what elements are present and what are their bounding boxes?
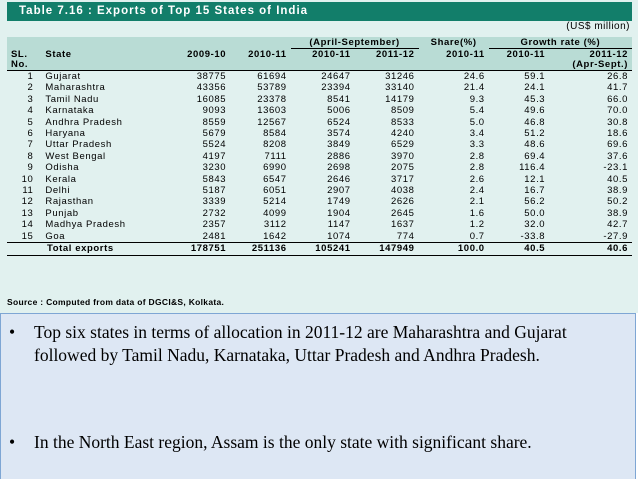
cell-value: 37.6 bbox=[549, 151, 632, 162]
table-row bbox=[7, 139, 632, 150]
cell-sl-no: 15 bbox=[7, 231, 41, 243]
cell-value: -27.9 bbox=[549, 231, 632, 243]
cell-value: 2357 bbox=[169, 219, 230, 230]
cell-value: 48.6 bbox=[489, 139, 549, 150]
table-total-row bbox=[7, 243, 632, 256]
cell-value: 4197 bbox=[169, 151, 230, 162]
cell-sl-no: 1 bbox=[7, 71, 41, 83]
cell-sl-no: 5 bbox=[7, 117, 41, 128]
cell-value: 14179 bbox=[355, 94, 419, 105]
cell-sl-no: 14 bbox=[7, 219, 41, 230]
cell-value: 8533 bbox=[355, 117, 419, 128]
cell-value: 53789 bbox=[230, 82, 290, 93]
header-sl bbox=[7, 37, 41, 49]
cell-value: 2626 bbox=[355, 196, 419, 207]
cell-value: 8541 bbox=[291, 94, 355, 105]
cell-value: 12.1 bbox=[489, 174, 549, 185]
cell-value: 70.0 bbox=[549, 105, 632, 116]
cell-value: 49.6 bbox=[489, 105, 549, 116]
cell-value: -23.1 bbox=[549, 162, 632, 173]
cell-sl-no: 4 bbox=[7, 105, 41, 116]
header-growth: Growth rate (%) bbox=[489, 37, 632, 49]
cell-value: 69.4 bbox=[489, 151, 549, 162]
cell-value: 3574 bbox=[291, 128, 355, 139]
cell-value: 3970 bbox=[355, 151, 419, 162]
cell-value: 1.6 bbox=[419, 208, 489, 219]
bullet-text: Top six states in terms of allocation in 2011-12 are Maharashtra and Gujarat followed by Tamil Nadu, Karnataka, Uttar Pradesh and Andhra Pradesh. bbox=[34, 322, 567, 365]
cell-total-label: Total exports bbox=[7, 243, 169, 256]
cell-total-value: 251136 bbox=[230, 243, 290, 256]
table-row bbox=[7, 117, 632, 128]
header-share: Share(%) bbox=[419, 37, 489, 49]
cell-value: 2907 bbox=[291, 185, 355, 196]
cell-sl-no: 12 bbox=[7, 196, 41, 207]
cell-value: 1904 bbox=[291, 208, 355, 219]
cell-value: 42.7 bbox=[549, 219, 632, 230]
cell-value: 59.1 bbox=[489, 71, 549, 83]
cell-value: 16085 bbox=[169, 94, 230, 105]
cell-value: 1074 bbox=[291, 231, 355, 243]
cell-value: 116.4 bbox=[489, 162, 549, 173]
cell-value: 51.2 bbox=[489, 128, 549, 139]
cell-value: 24647 bbox=[291, 71, 355, 83]
header-year-2010-11: 2010-11 bbox=[230, 49, 290, 61]
cell-value: 6547 bbox=[230, 174, 290, 185]
cell-value: 2646 bbox=[291, 174, 355, 185]
table-row bbox=[7, 94, 632, 105]
cell-value: 41.7 bbox=[549, 82, 632, 93]
cell-value: 45.3 bbox=[489, 94, 549, 105]
cell-value: 3112 bbox=[230, 219, 290, 230]
cell-value: 61694 bbox=[230, 71, 290, 83]
cell-value: 2732 bbox=[169, 208, 230, 219]
header-year-2009-10: 2009-10 bbox=[169, 49, 230, 61]
cell-value: 38.9 bbox=[549, 185, 632, 196]
cell-value: 8559 bbox=[169, 117, 230, 128]
cell-value: 0.7 bbox=[419, 231, 489, 243]
cell-state: Maharashtra bbox=[41, 82, 169, 93]
cell-value: 3339 bbox=[169, 196, 230, 207]
cell-value: 33140 bbox=[355, 82, 419, 93]
cell-value: 2481 bbox=[169, 231, 230, 243]
cell-state: Odisha bbox=[41, 162, 169, 173]
cell-sl-no: 10 bbox=[7, 174, 41, 185]
cell-value: 30.8 bbox=[549, 117, 632, 128]
cell-sl-no: 6 bbox=[7, 128, 41, 139]
cell-sl-no: 3 bbox=[7, 94, 41, 105]
cell-state: Gujarat bbox=[41, 71, 169, 83]
header-growth-2011-12: 2011-12 bbox=[549, 49, 632, 61]
header-state-top bbox=[41, 37, 169, 49]
cell-value: 2.8 bbox=[419, 162, 489, 173]
header-period: (April-September) bbox=[291, 37, 419, 49]
header-period-2011-12: 2011-12 bbox=[355, 49, 419, 61]
cell-value: 18.6 bbox=[549, 128, 632, 139]
cell-value: 5843 bbox=[169, 174, 230, 185]
cell-total-value: 40.5 bbox=[489, 243, 549, 256]
cell-state: Kerala bbox=[41, 174, 169, 185]
cell-value: 5.0 bbox=[419, 117, 489, 128]
cell-sl-no: 11 bbox=[7, 185, 41, 196]
table-row bbox=[7, 151, 632, 162]
cell-sl-no: 2 bbox=[7, 82, 41, 93]
cell-value: 4038 bbox=[355, 185, 419, 196]
cell-value: 26.8 bbox=[549, 71, 632, 83]
cell-state: West Bengal bbox=[41, 151, 169, 162]
bullet-text: In the North East region, Assam is the only state with significant share. bbox=[34, 432, 532, 452]
cell-value: 7111 bbox=[230, 151, 290, 162]
cell-state: Madhya Pradesh bbox=[41, 219, 169, 230]
cell-total-value: 147949 bbox=[355, 243, 419, 256]
table-source: Source : Computed from data of DGCI&S, Kolkata. bbox=[7, 297, 225, 307]
header-growth-2010-11: 2010-11 bbox=[489, 49, 549, 61]
cell-state: Uttar Pradesh bbox=[41, 139, 169, 150]
cell-value: 38.9 bbox=[549, 208, 632, 219]
table-row bbox=[7, 105, 632, 116]
cell-value: 1749 bbox=[291, 196, 355, 207]
cell-value: 2075 bbox=[355, 162, 419, 173]
table-row bbox=[7, 208, 632, 219]
header-period-2010-11: 2010-11 bbox=[291, 49, 355, 61]
cell-value: 3717 bbox=[355, 174, 419, 185]
table-row bbox=[7, 231, 632, 243]
header-growth-apr-sept: (Apr-Sept.) bbox=[549, 60, 632, 71]
cell-value: 2886 bbox=[291, 151, 355, 162]
cell-value: 43356 bbox=[169, 82, 230, 93]
cell-value: 8509 bbox=[355, 105, 419, 116]
cell-state: Tamil Nadu bbox=[41, 94, 169, 105]
cell-state: Andhra Pradesh bbox=[41, 117, 169, 128]
cell-value: 1.2 bbox=[419, 219, 489, 230]
header-state: State bbox=[41, 49, 169, 61]
cell-value: 3.4 bbox=[419, 128, 489, 139]
cell-value: 46.8 bbox=[489, 117, 549, 128]
cell-value: 38775 bbox=[169, 71, 230, 83]
bullet-dot-icon: • bbox=[9, 432, 16, 452]
table-row bbox=[7, 219, 632, 230]
cell-state: Punjab bbox=[41, 208, 169, 219]
cell-value: 1147 bbox=[291, 219, 355, 230]
cell-value: 24.6 bbox=[419, 71, 489, 83]
cell-value: 9.3 bbox=[419, 94, 489, 105]
cell-value: 5006 bbox=[291, 105, 355, 116]
cell-state: Haryana bbox=[41, 128, 169, 139]
cell-value: -33.8 bbox=[489, 231, 549, 243]
cell-value: 23378 bbox=[230, 94, 290, 105]
table-row bbox=[7, 71, 632, 83]
cell-value: 5187 bbox=[169, 185, 230, 196]
cell-value: 6051 bbox=[230, 185, 290, 196]
table-row bbox=[7, 196, 632, 207]
cell-value: 774 bbox=[355, 231, 419, 243]
cell-value: 3.3 bbox=[419, 139, 489, 150]
cell-value: 32.0 bbox=[489, 219, 549, 230]
cell-total-value: 100.0 bbox=[419, 243, 489, 256]
bullet-item bbox=[9, 321, 619, 367]
cell-total-value: 40.6 bbox=[549, 243, 632, 256]
header-no-label: No. bbox=[7, 60, 41, 71]
cell-total-value: 178751 bbox=[169, 243, 230, 256]
cell-value: 8584 bbox=[230, 128, 290, 139]
cell-value: 1642 bbox=[230, 231, 290, 243]
header-share-year: 2010-11 bbox=[419, 49, 489, 61]
table-row bbox=[7, 128, 632, 139]
cell-value: 12567 bbox=[230, 117, 290, 128]
bullet-dot-icon: • bbox=[9, 322, 16, 342]
cell-value: 69.6 bbox=[549, 139, 632, 150]
bullet-item bbox=[9, 431, 619, 454]
table-body bbox=[7, 71, 632, 256]
cell-value: 9093 bbox=[169, 105, 230, 116]
cell-value: 6524 bbox=[291, 117, 355, 128]
cell-value: 50.0 bbox=[489, 208, 549, 219]
cell-value: 3230 bbox=[169, 162, 230, 173]
cell-state: Rajasthan bbox=[41, 196, 169, 207]
cell-state: Goa bbox=[41, 231, 169, 243]
cell-value: 5.4 bbox=[419, 105, 489, 116]
header-sl-label: SL. bbox=[7, 49, 41, 61]
cell-total-value: 105241 bbox=[291, 243, 355, 256]
cell-value: 2.4 bbox=[419, 185, 489, 196]
table-title: Table 7.16 : Exports of Top 15 States of India bbox=[7, 2, 632, 21]
table-row bbox=[7, 162, 632, 173]
cell-value: 31246 bbox=[355, 71, 419, 83]
cell-value: 16.7 bbox=[489, 185, 549, 196]
cell-value: 6529 bbox=[355, 139, 419, 150]
cell-value: 50.2 bbox=[549, 196, 632, 207]
cell-value: 1637 bbox=[355, 219, 419, 230]
cell-state: Karnataka bbox=[41, 105, 169, 116]
cell-value: 56.2 bbox=[489, 196, 549, 207]
cell-sl-no: 13 bbox=[7, 208, 41, 219]
cell-value: 66.0 bbox=[549, 94, 632, 105]
table-row bbox=[7, 185, 632, 196]
cell-value: 5679 bbox=[169, 128, 230, 139]
cell-value: 2698 bbox=[291, 162, 355, 173]
cell-value: 8208 bbox=[230, 139, 290, 150]
cell-sl-no: 7 bbox=[7, 139, 41, 150]
cell-value: 21.4 bbox=[419, 82, 489, 93]
cell-value: 4099 bbox=[230, 208, 290, 219]
cell-value: 24.1 bbox=[489, 82, 549, 93]
cell-value: 5214 bbox=[230, 196, 290, 207]
table-row bbox=[7, 174, 632, 185]
table-row bbox=[7, 82, 632, 93]
cell-value: 2.8 bbox=[419, 151, 489, 162]
cell-state: Delhi bbox=[41, 185, 169, 196]
cell-value: 4240 bbox=[355, 128, 419, 139]
bullet-box bbox=[0, 313, 636, 479]
cell-value: 23394 bbox=[291, 82, 355, 93]
cell-value: 6990 bbox=[230, 162, 290, 173]
cell-sl-no: 9 bbox=[7, 162, 41, 173]
cell-value: 5524 bbox=[169, 139, 230, 150]
exports-table bbox=[7, 37, 632, 256]
cell-value: 2.1 bbox=[419, 196, 489, 207]
cell-value: 3849 bbox=[291, 139, 355, 150]
cell-value: 2.6 bbox=[419, 174, 489, 185]
cell-sl-no: 8 bbox=[7, 151, 41, 162]
table-unit: (US$ million) bbox=[566, 21, 630, 32]
cell-value: 13603 bbox=[230, 105, 290, 116]
cell-value: 2645 bbox=[355, 208, 419, 219]
cell-value: 40.5 bbox=[549, 174, 632, 185]
